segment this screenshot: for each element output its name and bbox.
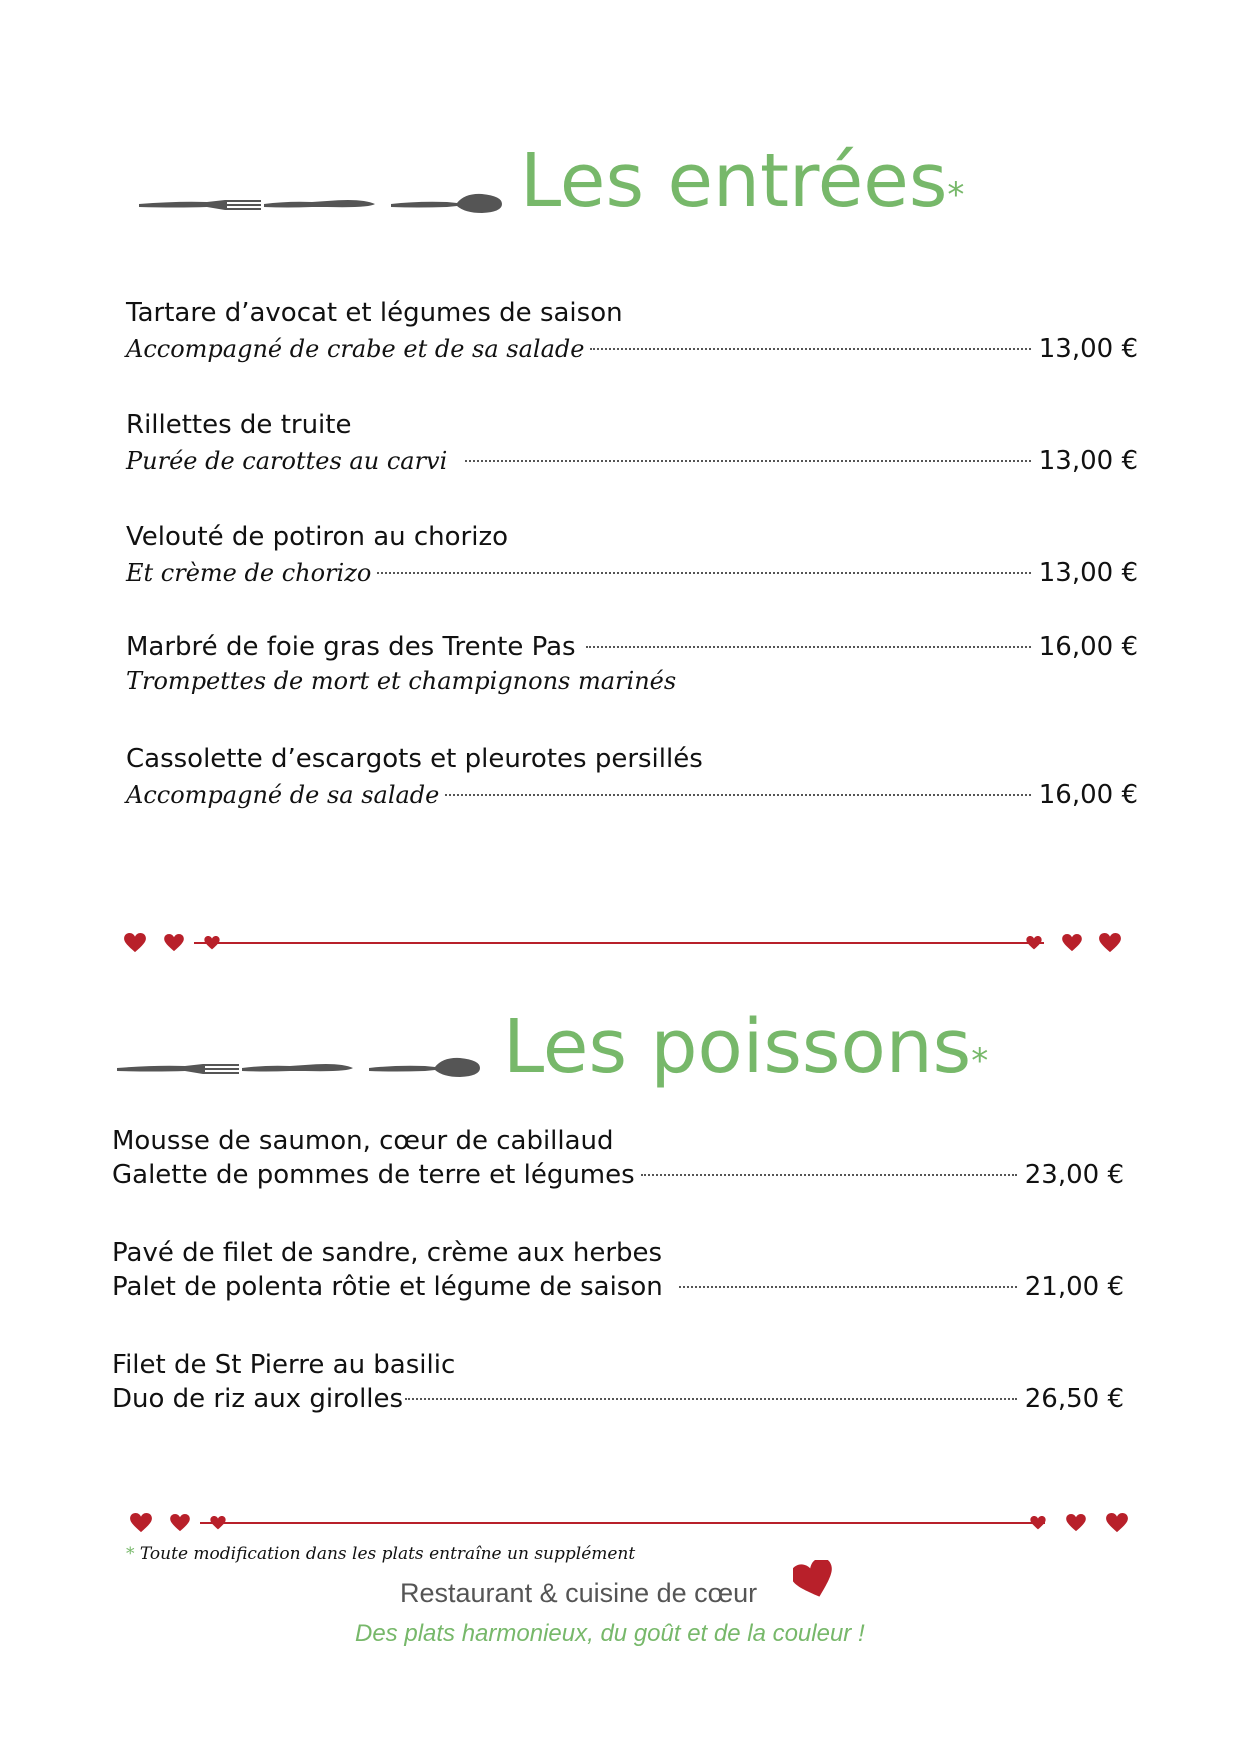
dot-leader <box>590 348 1030 350</box>
dot-leader <box>377 572 1030 574</box>
heart-icon <box>124 933 146 952</box>
tagline: Des plats harmonieux, du goût et de la couleur ! <box>355 1620 865 1647</box>
item-name: Rillettes de truite <box>126 410 352 440</box>
item-name: Filet de St Pierre au basilic <box>112 1350 456 1380</box>
heart-icon <box>793 1560 835 1600</box>
poissons-header <box>0 1004 1241 1100</box>
item-price: 21,00 € <box>1024 1272 1124 1302</box>
heart-icon <box>1062 934 1082 951</box>
heart-icon <box>1099 933 1121 952</box>
heart-icon <box>1030 1516 1045 1529</box>
menu-item <box>126 298 1138 364</box>
dot-leader <box>586 646 1031 648</box>
item-description: Duo de riz aux girolles <box>112 1384 404 1414</box>
brand-name: Restaurant & cuisine de cœur <box>400 1578 758 1608</box>
dot-leader <box>641 1174 1017 1176</box>
heart-icon <box>210 1516 225 1529</box>
footnote: * Toute modification dans les plats entraîne un supplément <box>126 1544 636 1564</box>
item-price: 13,00 € <box>1038 446 1138 476</box>
section-title: Les poissons* <box>503 1004 989 1090</box>
item-description: Et crème de chorizo <box>126 559 372 587</box>
menu-item <box>112 1238 1124 1302</box>
heart-divider <box>124 928 1124 958</box>
menu-item <box>126 632 1138 698</box>
item-name: Cassolette d’escargots et pleurotes persillés <box>126 744 703 774</box>
item-description: Accompagné de crabe et de sa salade <box>126 335 585 363</box>
asterisk-icon: * <box>971 1041 989 1081</box>
item-description: Galette de pommes de terre et légumes <box>112 1160 635 1190</box>
menu-item <box>112 1350 1124 1414</box>
item-description: Accompagné de sa salade <box>126 781 440 809</box>
asterisk-icon: * <box>947 175 965 215</box>
cutlery-icon <box>115 1052 485 1082</box>
heart-icon <box>1106 1513 1128 1532</box>
item-price: 16,00 € <box>1038 632 1138 662</box>
item-price: 13,00 € <box>1038 334 1138 364</box>
item-name: Velouté de potiron au chorizo <box>126 522 509 552</box>
item-description: Palet de polenta rôtie et légume de saison <box>112 1272 663 1302</box>
heart-icon <box>170 1514 190 1531</box>
heart-icon <box>204 936 219 949</box>
dot-leader <box>405 1398 1017 1400</box>
asterisk-icon: * <box>126 1544 135 1564</box>
item-price: 23,00 € <box>1024 1160 1124 1190</box>
dot-leader <box>445 794 1030 796</box>
menu-item <box>126 744 1138 810</box>
heart-icon <box>1026 936 1041 949</box>
menu-item <box>126 522 1138 588</box>
item-price: 16,00 € <box>1038 780 1138 810</box>
heart-divider <box>130 1508 1140 1538</box>
heart-icon <box>164 934 184 951</box>
heart-icon <box>1066 1514 1086 1531</box>
item-name: Tartare d’avocat et légumes de saison <box>126 298 623 328</box>
item-name: Marbré de foie gras des Trente Pas <box>126 632 576 662</box>
section-title: Les entrées* <box>520 138 965 224</box>
dot-leader <box>679 1286 1017 1288</box>
heart-icon <box>130 1513 152 1532</box>
menu-item <box>126 410 1138 476</box>
dot-leader <box>465 460 1030 462</box>
item-name: Pavé de filet de sandre, crème aux herbes <box>112 1238 663 1268</box>
item-name: Mousse de saumon, cœur de cabillaud <box>112 1126 614 1156</box>
item-description: Purée de carottes au carvi <box>126 447 448 475</box>
item-description: Trompettes de mort et champignons marinés <box>126 667 677 695</box>
cutlery-icon <box>137 188 507 218</box>
item-price: 13,00 € <box>1038 558 1138 588</box>
item-price: 26,50 € <box>1024 1384 1124 1414</box>
entrees-header <box>0 140 1241 230</box>
menu-item <box>112 1126 1124 1190</box>
